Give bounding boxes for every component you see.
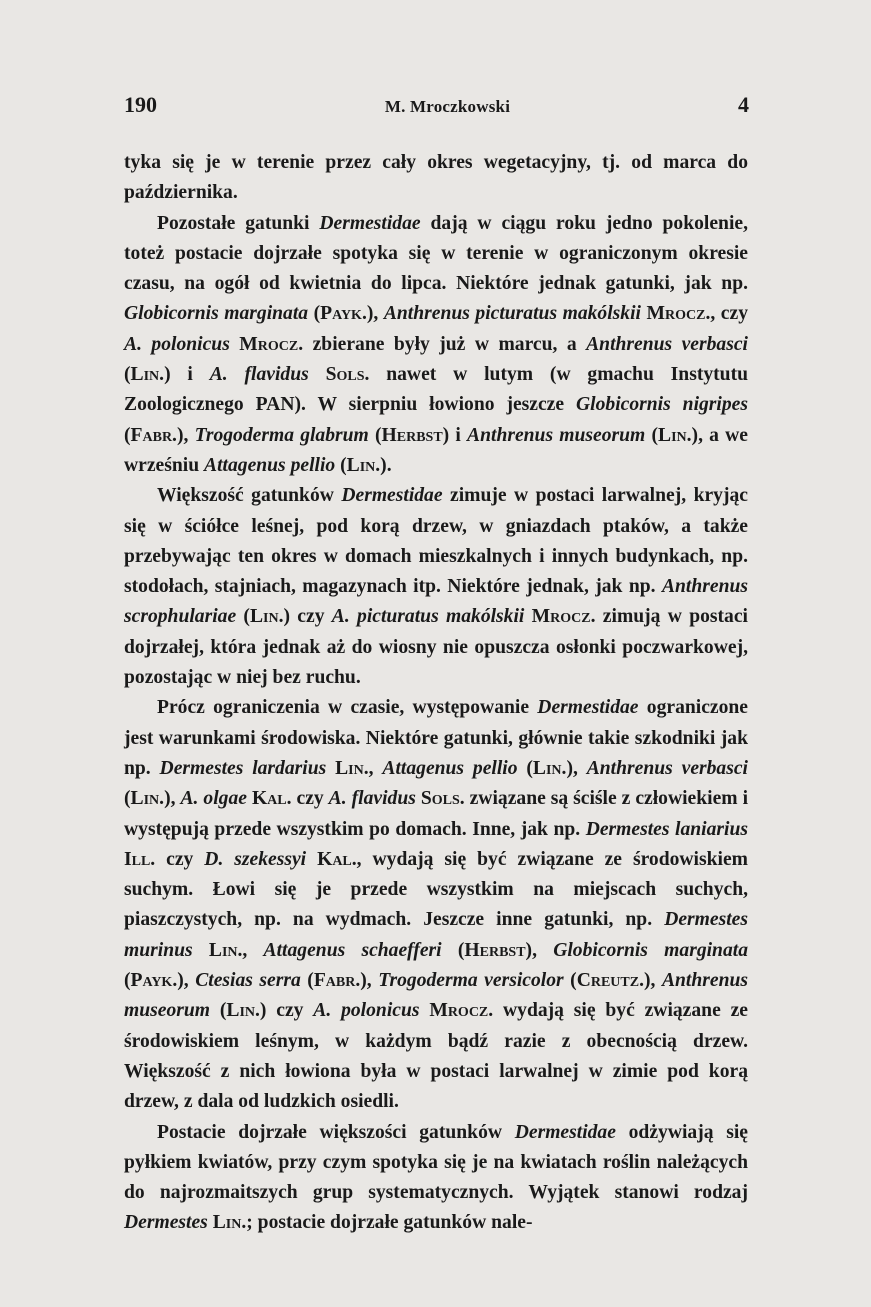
taxon-name: Attagenus pellio	[204, 454, 336, 476]
text-run: ograniczone jest warunkami środowiska. Niektóre gatunki, głównie takie szkodniki jak np.	[124, 697, 748, 779]
text-run: dają w ciągu roku jedno pokolenie, toteż postacie dojrzałe spotyka się w terenie w ograniczonym okresie czasu, na ogół od kwietnia do lipca. Niektóre jednak gatunki, jak np.	[124, 212, 748, 295]
taxon-name: Globicornis nigripes	[576, 394, 748, 416]
author-name: Lin.	[212, 1212, 247, 1234]
text-run: Większość gatunków	[157, 485, 342, 507]
author-name: Lin.	[658, 424, 692, 446]
text-run: ) i	[164, 364, 210, 386]
taxon-name: A. polonicus	[124, 333, 230, 355]
taxon-name: Dermestidae	[341, 485, 443, 507]
author-name: Kal.	[251, 788, 292, 810]
section-number: 4	[738, 92, 749, 117]
text-run	[193, 940, 209, 961]
author-name: Payk.	[130, 970, 178, 992]
taxon-name: Anthrenus picturatus makólskii	[383, 303, 641, 325]
author-name: Herbst	[464, 939, 526, 961]
text-run: ,	[242, 939, 264, 961]
text-run: Pozostałe gatunki	[157, 212, 320, 234]
taxon-name: Anthrenus verbasci	[586, 333, 748, 355]
text-run	[524, 606, 531, 627]
taxon-name: Dermestidae	[319, 212, 421, 234]
taxon-name: Attagenus schaefferi	[263, 939, 442, 961]
text-run: (	[236, 606, 250, 628]
text-run: (	[124, 788, 131, 810]
taxon-name: D. szekessyi	[204, 848, 307, 870]
text-run: ).	[380, 454, 392, 476]
text-run: wydają się być związane ze środowiskiem leśnym, w każdym bądź razie z obecnością drzew. Większość z nich łowiona była w postaci larwalnej w zimie pod korą drzew, z dala od ludzkich osiedli.	[124, 1000, 748, 1113]
text-run: ) czy	[283, 606, 332, 628]
author-name: Lin.	[130, 364, 165, 386]
text-run: (	[308, 303, 321, 325]
text-run: (	[124, 424, 131, 446]
author-name: Fabr.	[313, 970, 361, 992]
text-run: ) czy	[259, 1000, 314, 1022]
text-run: (	[124, 970, 131, 992]
taxon-name: Dermestes murinus	[124, 909, 748, 961]
author-name: Lin.	[208, 939, 243, 961]
text-run: Postacie dojrzałe większości gatunków	[157, 1121, 515, 1143]
text-run: (	[563, 970, 577, 992]
author-name: Lin.	[532, 757, 567, 779]
taxon-name: Trogoderma glabrum	[194, 424, 369, 446]
text-run: tyka się je w terenie przez cały okres wegetacyjny, tj. od marca do października.	[124, 152, 748, 204]
text-run: ), a we wrześniu	[124, 424, 748, 476]
paragraph	[124, 481, 748, 693]
text-run: ),	[164, 788, 181, 810]
text-run: (	[335, 454, 347, 476]
taxon-name: Anthrenus scrophulariae	[124, 576, 748, 628]
text-run	[420, 1000, 430, 1021]
text-run: odżywiają się pyłkiem kwiatów, przy czym spotyka się je na kwiatach roślin należących do najrozmaitszych grup systematycznych. Wyjątek stanowi rodzaj	[124, 1121, 748, 1204]
text-run: ),	[643, 970, 662, 992]
taxon-name: Trogoderma versicolor	[378, 970, 564, 992]
paragraph	[124, 209, 748, 482]
author-name: Lin.	[335, 757, 369, 779]
text-run: ) i	[442, 424, 468, 446]
text-run: ,	[368, 757, 383, 779]
taxon-name: Anthrenus verbasci	[586, 757, 748, 779]
taxon-name: Attagenus pellio	[382, 757, 518, 779]
text-run: zimują w postaci dojrzałej, która jednak aż do wiosny nie opuszcza osłonki poczwarkowej, pozostając w niej bez ruchu.	[124, 606, 748, 689]
page-number: 190	[124, 92, 157, 117]
taxon-name: Anthrenus museorum	[124, 970, 748, 1022]
author-name: Fabr.	[130, 424, 177, 446]
author-name: Mrocz.	[646, 303, 711, 325]
text-run	[309, 364, 326, 385]
text-run: ; postacie dojrzałe gatunków nale-	[246, 1212, 533, 1234]
text-run: zimuje w postaci larwalnej, kryjąc się w ściółce leśnej, pod korą drzew, w gniazdach ptaków, a także przebywając ten okres w domach mieszkalnych i innych budynkach, np. stodołach, stajniach, magazynach itp. Niektóre jednak, jak np.	[124, 485, 748, 598]
text-run: , wydają się być związane ze środowiskiem suchym. Łowi się je przede wszystkim na miejscach suchych, piaszczystych, np. na wydmach. Jeszcze inne gatunki, np.	[124, 848, 748, 931]
text-run: ),	[525, 939, 554, 961]
taxon-name: A. polonicus	[313, 1000, 420, 1022]
author-name: Sols.	[325, 364, 370, 386]
text-run: ),	[177, 970, 196, 992]
taxon-name: A. flavidus	[328, 788, 416, 810]
author-name: Lin.	[249, 606, 284, 628]
paragraph	[124, 1118, 748, 1239]
author-name: Sols.	[420, 788, 465, 810]
body-text	[124, 148, 748, 1239]
taxon-name: Dermestes laniarius	[585, 818, 748, 840]
text-run: (	[368, 424, 382, 446]
author-name: Herbst	[381, 424, 443, 446]
text-run: (	[124, 364, 131, 386]
text-run	[306, 849, 317, 870]
text-run: czy	[291, 788, 329, 810]
text-run: związane są ściśle z człowiekiem i występują przede wszystkim po domach. Inne, jak np.	[124, 788, 749, 840]
text-run: ),	[566, 757, 587, 779]
author-name: Lin.	[226, 1000, 260, 1022]
taxon-name: Dermestes	[124, 1212, 208, 1234]
text-run: zbierane były już w marcu, a	[303, 333, 587, 355]
text-run: (	[441, 939, 465, 961]
text-run: Prócz ograniczenia w czasie, występowanie	[157, 697, 538, 719]
author-name: Mrocz.	[239, 333, 304, 355]
text-run	[326, 758, 335, 779]
author-name: Payk.	[320, 303, 367, 325]
taxon-name: Anthrenus museorum	[467, 424, 646, 446]
author-name: Mrocz.	[429, 1000, 494, 1022]
text-run: (	[645, 424, 659, 446]
author-name: Ill.	[124, 848, 156, 870]
author-name: Creutz.	[576, 970, 644, 992]
author-name: Mrocz.	[531, 606, 596, 628]
author-name: Lin.	[130, 788, 165, 810]
text-run: czy	[155, 848, 205, 870]
text-run: (	[300, 970, 314, 992]
text-run: nawet w lutym (w gmachu Instytutu Zoologicznego PAN). W sierpniu łowiono jeszcze	[124, 364, 748, 416]
taxon-name: Dermestes lardarius	[159, 757, 327, 779]
taxon-name: Ctesias serra	[195, 970, 301, 992]
text-run	[230, 334, 239, 355]
taxon-name: Globicornis marginata	[553, 939, 748, 961]
text-run: ),	[360, 970, 379, 992]
text-run: (	[210, 1000, 227, 1022]
taxon-name: A. picturatus makólskii	[331, 606, 525, 628]
text-run: ),	[366, 303, 384, 325]
author-name: Lin.	[346, 454, 381, 476]
text-run: (	[517, 757, 533, 779]
taxon-name: A. olgae	[180, 788, 247, 810]
taxon-name: Dermestidae	[537, 697, 639, 719]
paragraph	[124, 148, 748, 209]
taxon-name: A. flavidus	[209, 364, 309, 386]
running-title: M. Mroczkowski	[384, 97, 511, 116]
taxon-name: Globicornis marginata	[124, 303, 309, 325]
text-run: ),	[176, 424, 195, 446]
text-run: , czy	[710, 303, 748, 325]
author-name: Kal.	[317, 848, 357, 870]
taxon-name: Dermestidae	[514, 1121, 616, 1143]
paragraph	[124, 693, 748, 1117]
page-header	[124, 92, 749, 118]
